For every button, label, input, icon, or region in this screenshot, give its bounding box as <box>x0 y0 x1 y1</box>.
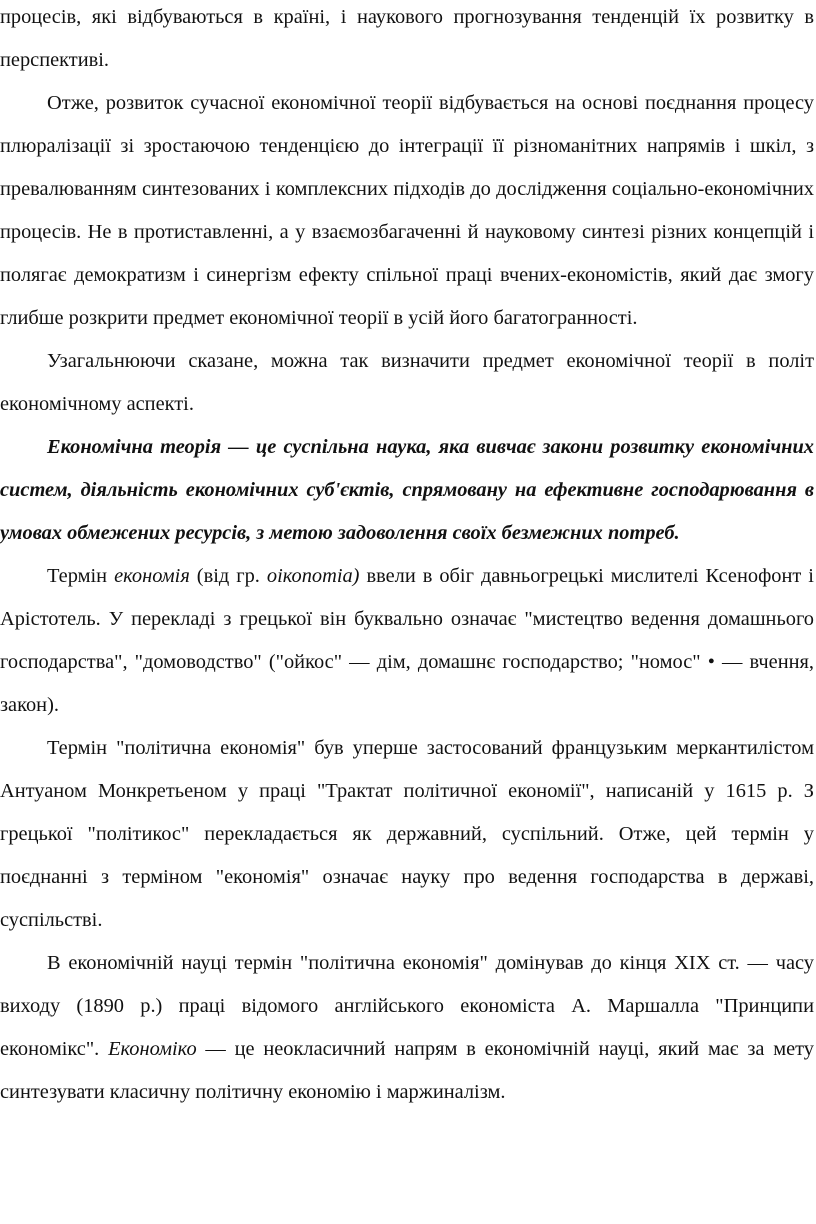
paragraph-1 <box>0 0 814 82</box>
text-segment: Економічна теорія — це суспільна наука, яка вивчає закони розвитку економічних систем, діяльність економічних суб'єктів, спрямовану на ефективне господарювання в умовах обмежених ресурсів, з метою задоволення своїх безмежних потреб. <box>0 436 814 544</box>
text-segment: процесів, які відбуваються в країні, і наукового прогнозування тенденцій їх розвитку в перспективі. <box>0 6 814 71</box>
paragraph-3 <box>0 340 814 426</box>
definition-paragraph <box>0 426 814 555</box>
text-segment: Узагальнюючи сказане, можна так визначити предмет економічної теорії в політ економічному аспекті. <box>0 350 814 415</box>
paragraph-2 <box>0 82 814 340</box>
text-segment: Термін "політична економія" був уперше застосований французьким меркантилістом Антуаном Монкретьеном у праці "Трактат політичної економії", написаній у 1615 р. З грецької "політикос" перекладається як державний, суспільний. Отже, цей термін у поєднанні з терміном "економія" означає науку про ведення господарства в державі, суспільстві. <box>0 737 814 931</box>
italic-term: оікопотіа) <box>266 565 360 587</box>
paragraph-7 <box>0 942 814 1114</box>
paragraph-5 <box>0 555 814 727</box>
text-segment: Отже, розвиток сучасної економічної теорії відбувається на основі поєднання процесу плюралізації зі зростаючою тенденцією до інтеграції її різноманітних напрямів і шкіл, з превалюванням синтезованих і комплексних підходів до дослідження соціально-економічних процесів. Не в протиставленні, а у взаємозбагаченні й науковому синтезі різних концепцій і полягає демократизм і синергізм ефекту спільної праці вчених-економістів, який дає змогу глибше розкрити предмет економічної теорії в усій його багатогранності. <box>0 92 814 329</box>
italic-term: економія <box>114 565 190 587</box>
italic-term: Економіко <box>108 1038 197 1060</box>
text-segment: В економічній науці термін "політична економія" домінував до кінця XIX ст. — часу виходу (1890 р.) праці відомого англійського економіста А. Маршалла "Принципи економікс". <box>0 952 814 1060</box>
text-segment: ввели в обіг давньогрецькі мислителі Ксенофонт і Арістотель. У перекладі з грецької він буквально означає "мистецтво ведення домашнього господарства", "домоводство" ("ойкос" — дім, домашнє господарство; "номос" • — вчення, закон). <box>0 565 814 716</box>
paragraph-6 <box>0 727 814 942</box>
text-segment: — це неокласичний напрям в економічній науці, який має за мету синтезувати класичну політичну економію і маржиналізм. <box>0 1038 815 1103</box>
text-segment: Термін <box>47 565 115 587</box>
text-segment: (від гр. <box>189 565 267 587</box>
